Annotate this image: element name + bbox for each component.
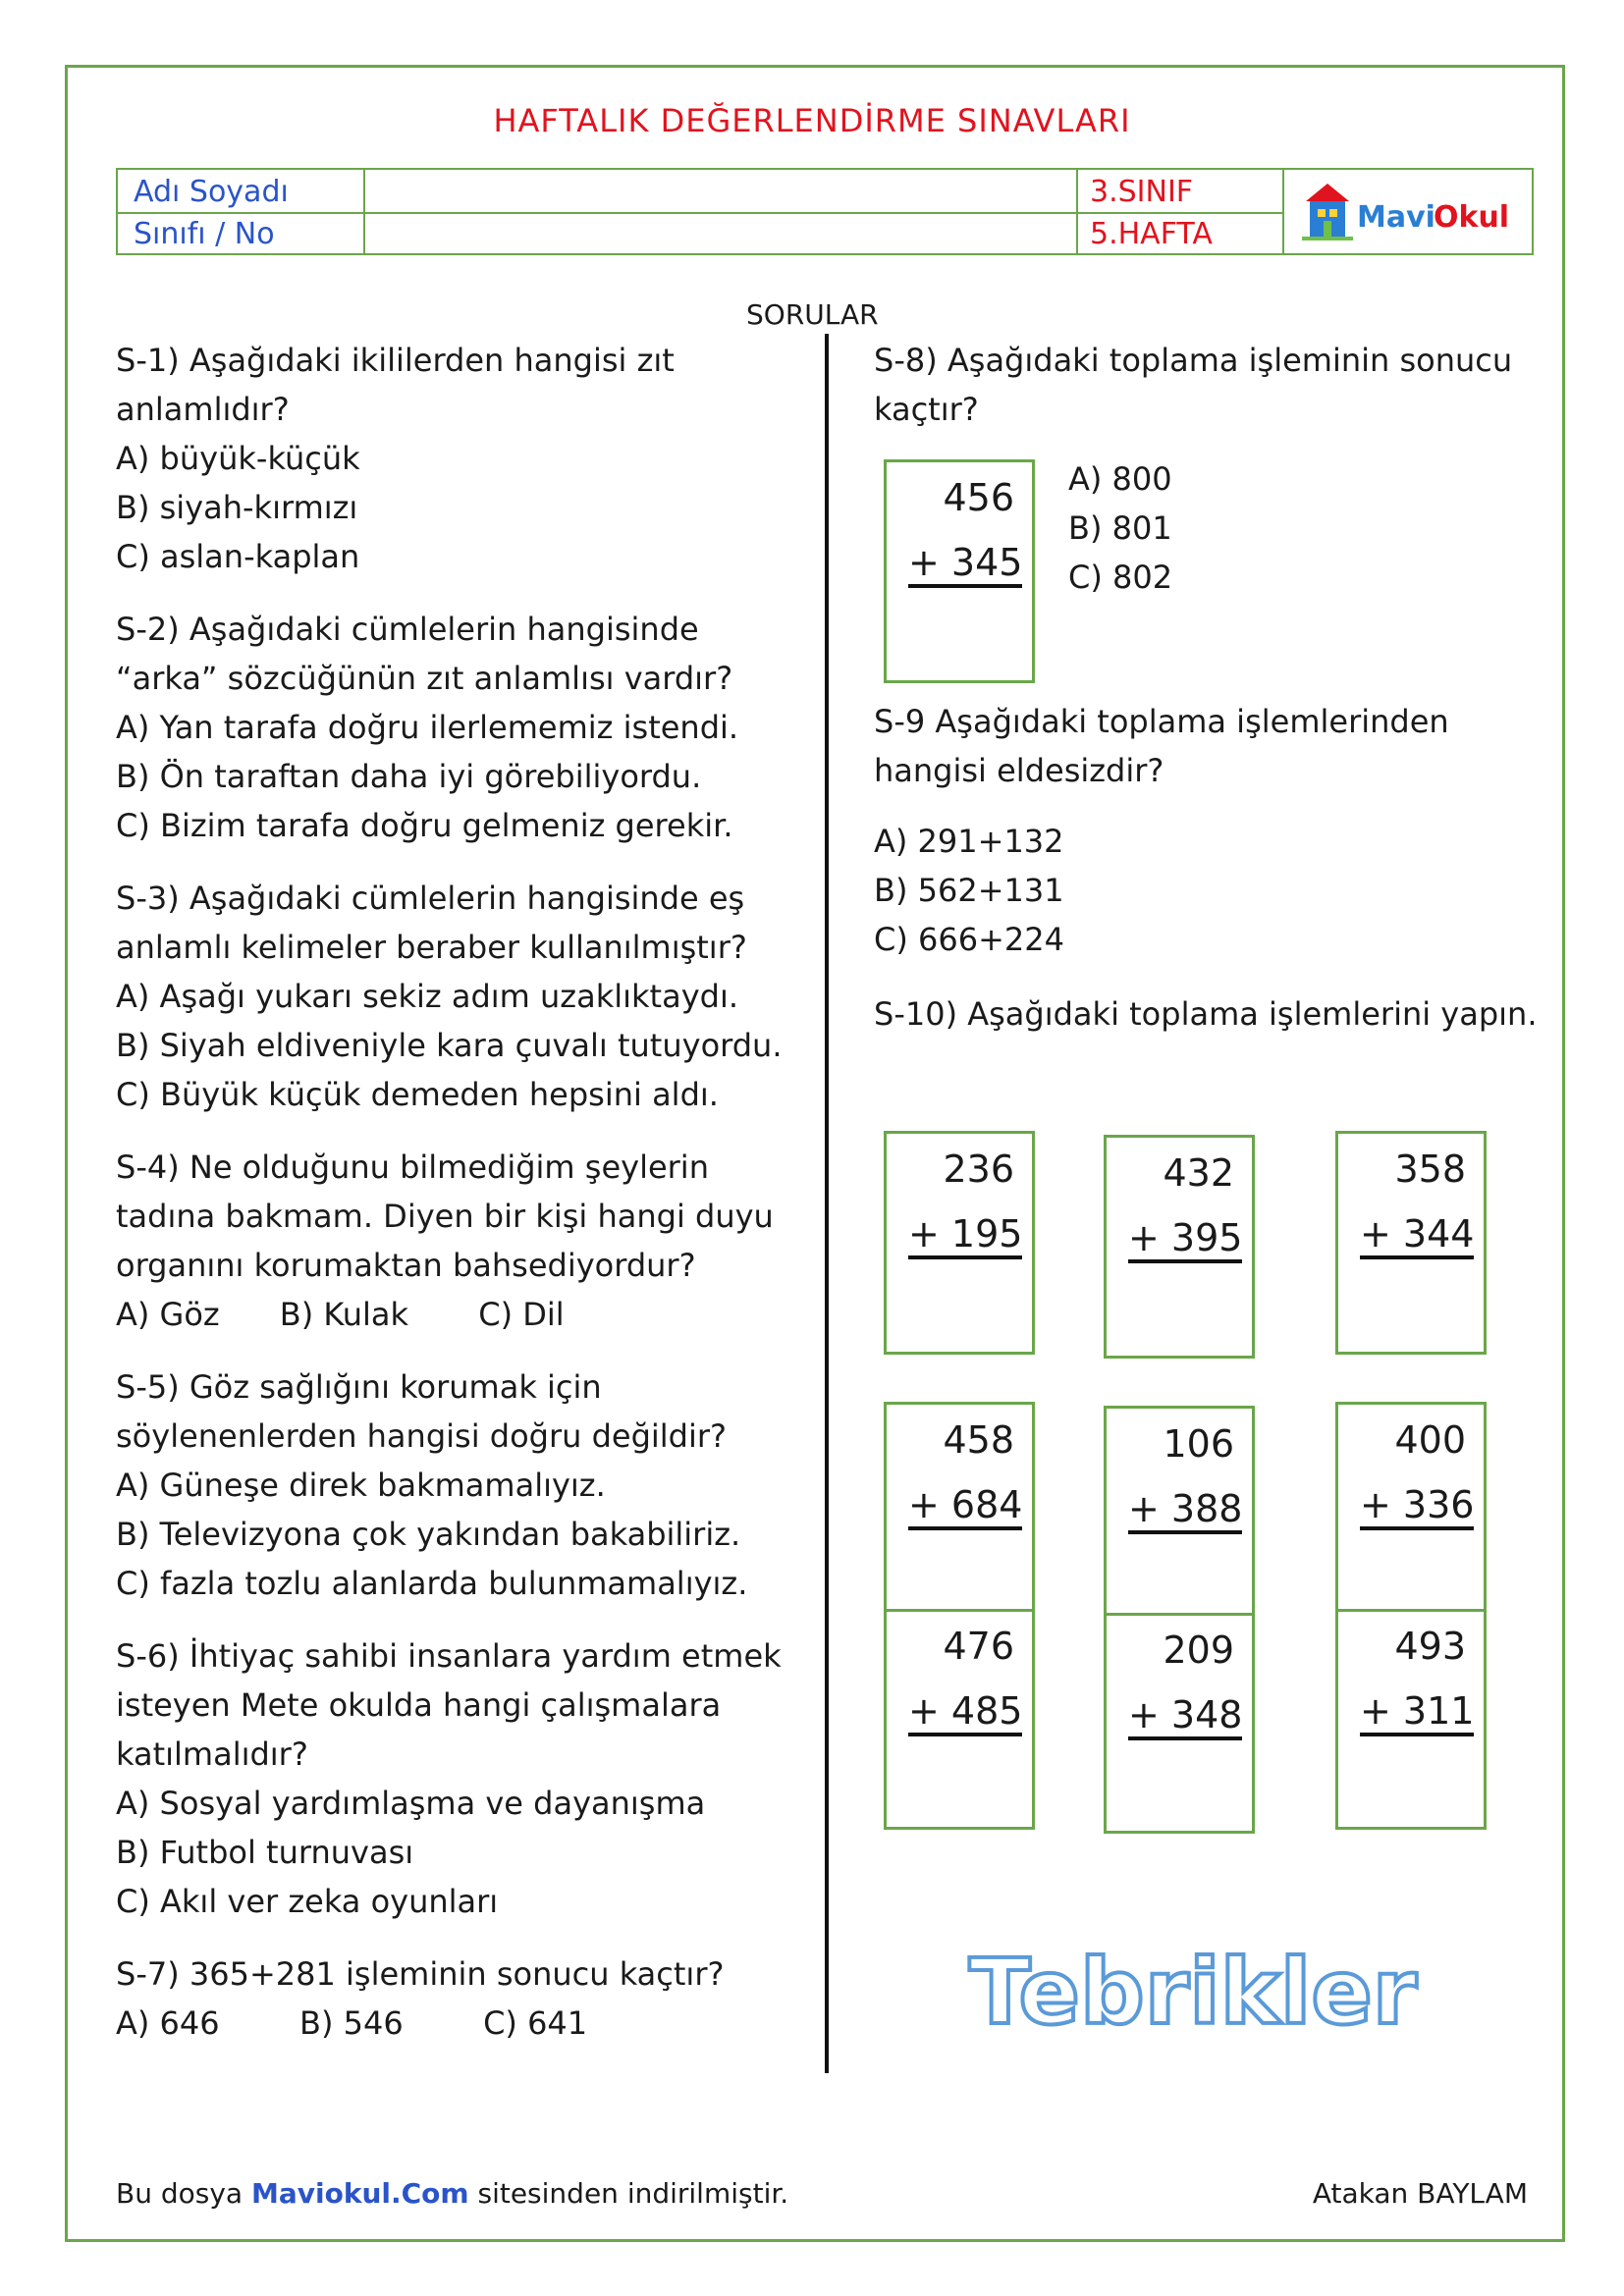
q8-options bbox=[1068, 454, 1172, 602]
addend-top: 400 bbox=[1394, 1418, 1466, 1462]
addend-bottom: + 345 bbox=[908, 541, 1022, 588]
box-separator bbox=[887, 1609, 1032, 1612]
option-b: B) 801 bbox=[1068, 509, 1172, 547]
question-text: organını korumaktan bahsediyordur? bbox=[116, 1247, 696, 1284]
question-text: isteyen Mete okulda hangi çalışmalara bbox=[116, 1686, 722, 1724]
question-text: katılmalıdır? bbox=[116, 1735, 308, 1773]
option-c: C) 666+224 bbox=[874, 921, 1064, 958]
option-b: B) siyah-kırmızı bbox=[116, 489, 358, 526]
question-text: hangisi eldesizdir? bbox=[874, 752, 1164, 789]
addition-column bbox=[1104, 1406, 1255, 1834]
options-row: A) Göz B) Kulak C) Dil bbox=[116, 1296, 565, 1333]
option-c: C) Büyük küçük demeden hepsini aldı. bbox=[116, 1076, 719, 1113]
question-text: S-1) Aşağıdaki ikililerden hangisi zıt bbox=[116, 342, 675, 379]
option-c: C) Akıl ver zeka oyunları bbox=[116, 1883, 499, 1920]
footer-suffix: sitesinden indirilmiştir. bbox=[477, 2177, 789, 2210]
section-title: SORULAR bbox=[746, 298, 879, 331]
question-text: anlamlıdır? bbox=[116, 391, 290, 428]
question-text: S-2) Aşağıdaki cümlelerin hangisinde bbox=[116, 611, 699, 648]
addition-box bbox=[1104, 1135, 1255, 1359]
name-label: Adı Soyadı bbox=[134, 175, 289, 209]
option-b: B) Futbol turnuvası bbox=[116, 1834, 414, 1871]
question-text: S-5) Göz sağlığını korumak için bbox=[116, 1368, 602, 1406]
addition-box bbox=[884, 1131, 1035, 1355]
option-c: C) fazla tozlu alanlarda bulunmamalıyız. bbox=[116, 1565, 748, 1602]
question-8 bbox=[874, 336, 1512, 434]
addend-bottom: + 195 bbox=[908, 1212, 1022, 1259]
option-b: B) Televizyona çok yakından bakabiliriz. bbox=[116, 1516, 741, 1553]
addend-top: 476 bbox=[943, 1625, 1014, 1668]
addend-top: 493 bbox=[1394, 1625, 1466, 1668]
option-b: B) Ön taraftan daha iyi görebiliyordu. bbox=[116, 758, 702, 795]
option-b: B) 562+131 bbox=[874, 872, 1064, 909]
addition-column bbox=[884, 1402, 1035, 1830]
addend-bottom: + 395 bbox=[1128, 1216, 1242, 1263]
addend-bottom: + 485 bbox=[908, 1689, 1022, 1736]
addition-column bbox=[1335, 1402, 1487, 1830]
addend-bottom: + 336 bbox=[1360, 1483, 1474, 1530]
addend-top: 458 bbox=[943, 1418, 1014, 1462]
question-text: söylenenlerden hangisi doğru değildir? bbox=[116, 1417, 727, 1455]
box-separator bbox=[1338, 1609, 1484, 1612]
addend-top: 209 bbox=[1163, 1629, 1234, 1672]
option-c: C) 802 bbox=[1068, 559, 1173, 596]
addend-bottom: + 348 bbox=[1128, 1693, 1242, 1740]
addend-bottom: + 388 bbox=[1128, 1487, 1242, 1534]
addend-top: 432 bbox=[1163, 1151, 1234, 1195]
question-text: S-4) Ne olduğunu bilmediğim şeylerin bbox=[116, 1148, 709, 1186]
exam-title: HAFTALIK DEĞERLENDİRME SINAVLARI bbox=[493, 102, 1131, 139]
footer-author: Atakan BAYLAM bbox=[1312, 2177, 1528, 2210]
column-divider bbox=[825, 334, 829, 2073]
table-divider bbox=[118, 212, 1282, 214]
question-text: S-8) Aşağıdaki toplama işleminin sonucu bbox=[874, 342, 1513, 379]
house-roof-icon bbox=[1306, 184, 1349, 201]
question-text: S-3) Aşağıdaki cümlelerin hangisinde eş bbox=[116, 880, 745, 917]
option-a: A) Yan tarafa doğru ilerlememiz istendi. bbox=[116, 709, 739, 746]
option-a: A) Aşağı yukarı sekiz adım uzaklıktaydı. bbox=[116, 978, 739, 1015]
option-b: B) Siyah eldiveniyle kara çuvalı tutuyordu. bbox=[116, 1027, 783, 1064]
addend-bottom: + 344 bbox=[1360, 1212, 1474, 1259]
tebrikler-wordart bbox=[967, 1939, 1419, 2047]
footer-link[interactable]: Maviokul.Com bbox=[250, 2177, 469, 2210]
addend-bottom: + 311 bbox=[1360, 1689, 1474, 1736]
option-a: A) 291+132 bbox=[874, 823, 1064, 860]
tebrikler-text: Tebrikler bbox=[968, 1940, 1418, 2045]
question-text: kaçtır? bbox=[874, 391, 979, 428]
footer-source bbox=[116, 2177, 788, 2210]
question-6 bbox=[116, 1631, 782, 1926]
logo-text-mavi: Mavi bbox=[1357, 200, 1435, 235]
question-1 bbox=[116, 336, 675, 581]
week-label: 5.HAFTA bbox=[1090, 217, 1213, 251]
question-text: tadına bakmam. Diyen bir kişi hangi duyu bbox=[116, 1198, 774, 1235]
question-text: S-7) 365+281 işleminin sonucu kaçtır? bbox=[116, 1955, 725, 1993]
question-10 bbox=[874, 989, 1538, 1039]
option-a: A) 800 bbox=[1068, 460, 1172, 498]
question-text: anlamlı kelimeler beraber kullanılmıştır? bbox=[116, 929, 747, 966]
maviokul-logo bbox=[1298, 172, 1524, 250]
addend-bottom: + 684 bbox=[908, 1483, 1022, 1530]
box-separator bbox=[1107, 1613, 1252, 1616]
question-text: S-10) Aşağıdaki toplama işlemlerini yapın. bbox=[874, 995, 1538, 1033]
class-label: Sınıfı / No bbox=[134, 217, 275, 251]
question-5 bbox=[116, 1362, 747, 1608]
addition-box bbox=[1335, 1131, 1487, 1355]
addend-top: 456 bbox=[943, 476, 1014, 519]
logo-text-okul: Okul bbox=[1434, 200, 1510, 235]
table-divider bbox=[1282, 170, 1284, 253]
question-7 bbox=[116, 1949, 724, 2048]
question-2 bbox=[116, 605, 738, 850]
question-9 bbox=[874, 697, 1449, 964]
addend-top: 106 bbox=[1163, 1422, 1234, 1466]
question-text: S-6) İhtiyaç sahibi insanlara yardım etmek bbox=[116, 1637, 782, 1675]
addend-top: 236 bbox=[943, 1148, 1014, 1191]
footer-prefix: Bu dosya bbox=[116, 2177, 244, 2210]
question-3 bbox=[116, 874, 783, 1119]
option-a: A) Sosyal yardımlaşma ve dayanışma bbox=[116, 1785, 706, 1822]
option-a: A) büyük-küçük bbox=[116, 440, 360, 477]
question-4 bbox=[116, 1143, 774, 1339]
question-text: “arka” sözcüğünün zıt anlamlısı vardır? bbox=[116, 660, 733, 697]
option-c: C) aslan-kaplan bbox=[116, 538, 360, 575]
addend-top: 358 bbox=[1394, 1148, 1466, 1191]
option-a: A) Güneşe direk bakmamalıyız. bbox=[116, 1467, 606, 1504]
option-c: C) Bizim tarafa doğru gelmeniz gerekir. bbox=[116, 807, 733, 844]
addition-box-q8 bbox=[884, 459, 1035, 683]
grade-label: 3.SINIF bbox=[1090, 175, 1194, 209]
options-row: A) 646 B) 546 C) 641 bbox=[116, 2004, 588, 2042]
question-text: S-9 Aşağıdaki toplama işlemlerinden bbox=[874, 703, 1449, 740]
